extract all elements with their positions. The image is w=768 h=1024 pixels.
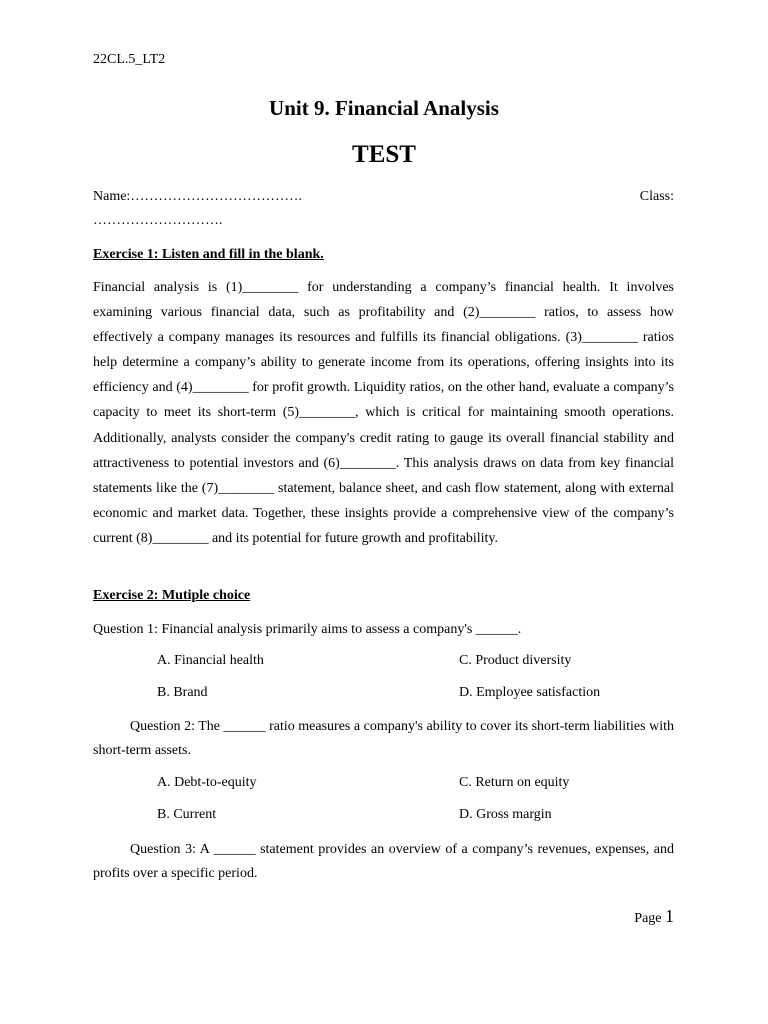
exercise-1-passage: Financial analysis is (1)________ for understanding a company’s financial health. It involves examining various financial data, such as profitability and (2)________ ratios, to assess how effectively a company manages its resources and fulfills its financial obligations. (3)________ ratios help determine a company’s ability to generate income from its operations, offering insights into its efficiency and (4)________ for profit growth. Liquidity ratios, on the other hand, evaluate a company’s capacity to meet its short-term (5)________, which is critical for maintaining smooth operations. Additionally, analysts consider the company's credit rating to gauge its overall financial stability and attractiveness to potential investors and (6)________. This analysis draws on data from key financial statements like the (7)________ statement, balance sheet, and cash flow statement, along with external economic and market data. Together, these insights provide a comprehensive view of the company’s current (8)________ and its potential for future growth and profitability. <box>93 280 674 546</box>
class-label: Class: <box>639 189 674 204</box>
question-3: Question 3: A ______ statement provides an overview of a company’s revenues, expenses, and profits over a specific period. <box>93 842 674 881</box>
question-2-option-d: D. Gross margin <box>459 807 552 822</box>
exercise-1-heading: Exercise 1: Listen and fill in the blank. <box>93 247 324 262</box>
question-1-option-c: C. Product diversity <box>459 653 572 668</box>
class-field-dots: ………………………. <box>93 213 223 228</box>
page-label: Page <box>634 911 662 926</box>
page-number <box>634 906 674 927</box>
name-class-row <box>93 189 674 205</box>
question-1-option-a: A. Financial health <box>157 653 264 668</box>
question-2-option-b: B. Current <box>157 807 217 822</box>
exercise-2-heading: Exercise 2: Mutiple choice <box>93 588 251 603</box>
document-code: 22CL.5_LT2 <box>93 52 166 67</box>
question-1-option-b: B. Brand <box>157 685 208 700</box>
question-1-option-d: D. Employee satisfaction <box>459 685 601 700</box>
test-title: TEST <box>352 141 416 168</box>
question-2-option-c: C. Return on equity <box>459 775 570 790</box>
question-2: Question 2: The ______ ratio measures a company's ability to cover its short-term liabilities with short-term assets. <box>93 719 674 758</box>
question-2-option-a: A. Debt-to-equity <box>157 775 257 790</box>
question-1: Question 1: Financial analysis primarily aims to assess a company's ______. <box>93 622 522 637</box>
page-number-value: 1 <box>665 906 674 926</box>
unit-title: Unit 9. Financial Analysis <box>269 96 499 120</box>
name-field: Name:………………………………. <box>93 189 302 204</box>
